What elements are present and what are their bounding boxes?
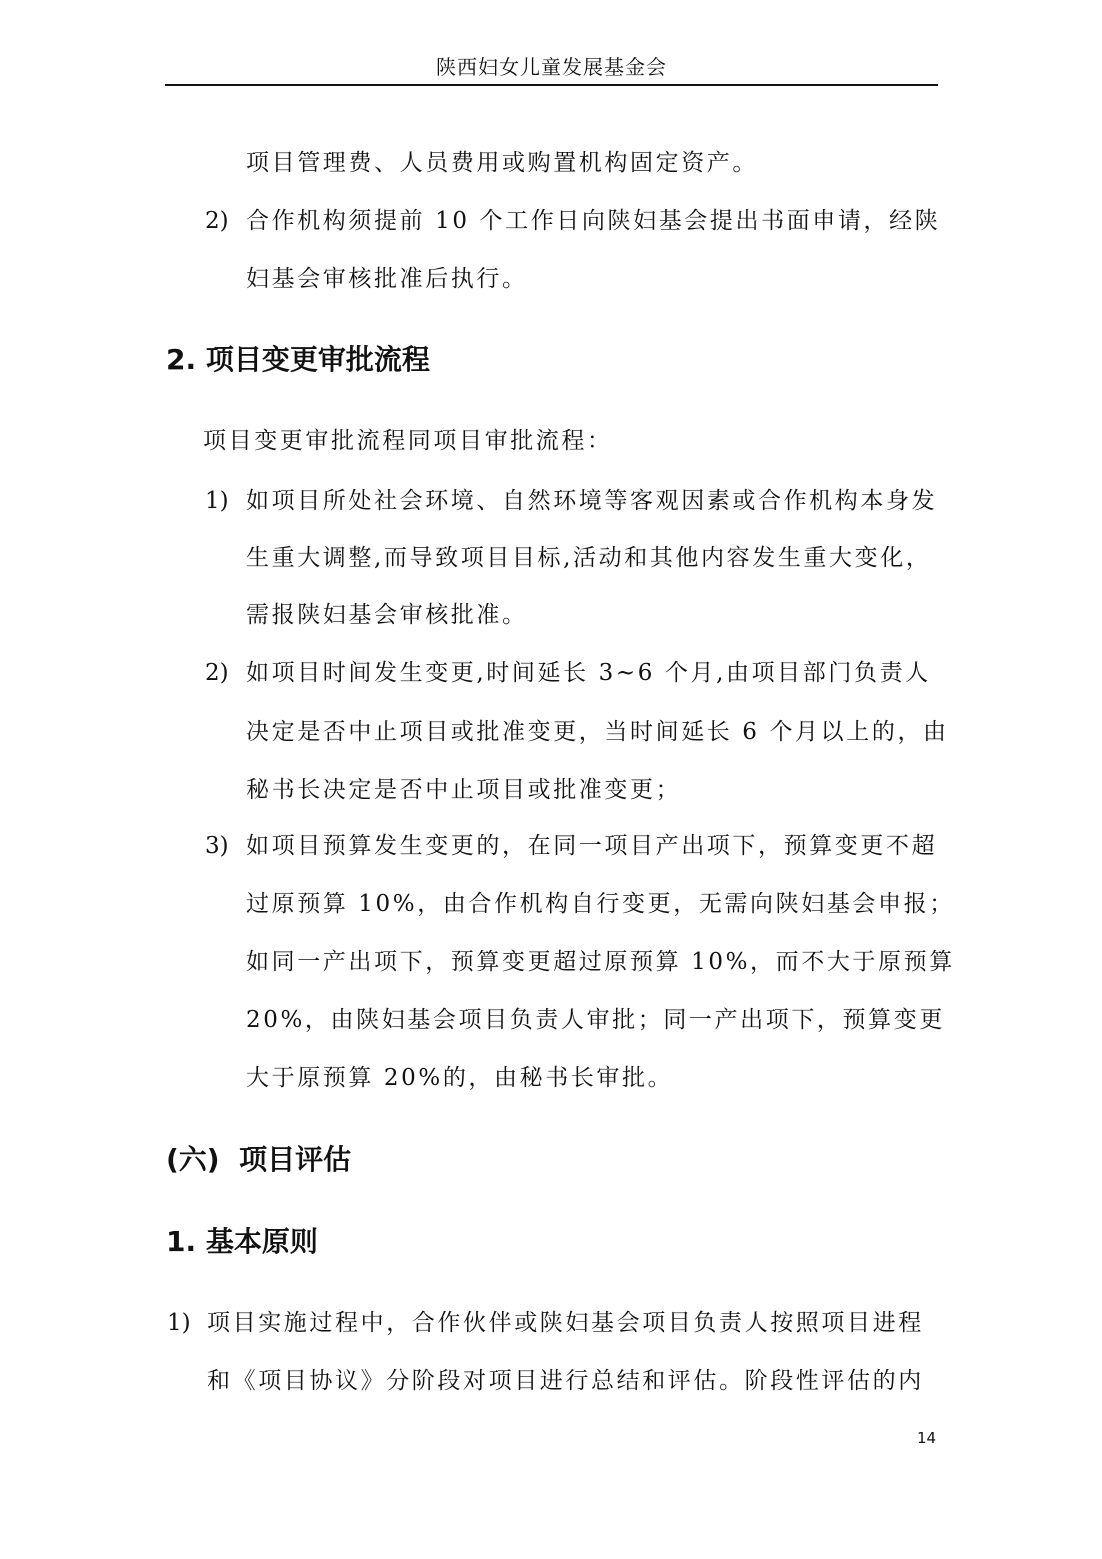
list-item-number: 3): [205, 833, 229, 859]
list-item-line: 需报陕妇基会审核批准。: [246, 602, 528, 628]
list-item-line: 如项目预算发生变更的，在同一项目产出项下，预算变更不超: [246, 833, 938, 859]
list-item-number: 2): [205, 660, 229, 686]
list-item-line: 妇基会审核批准后执行。: [246, 266, 528, 292]
paragraph-line: 项目管理费、人员费用或购置机构固定资产。: [246, 150, 758, 176]
header-divider: [165, 84, 938, 86]
page-number: 14: [917, 1429, 937, 1447]
list-item-line: 和《项目协议》分阶段对项目进行总结和评估。阶段性评估的内: [207, 1368, 924, 1394]
page-header-title: 陕西妇女儿童发展基金会: [436, 55, 667, 79]
list-item-line: 项目实施过程中，合作伙伴或陕妇基会项目负责人按照项目进程: [207, 1310, 924, 1336]
list-item-number: 1): [167, 1310, 191, 1336]
paragraph-line: 项目变更审批流程同项目审批流程：: [203, 428, 613, 454]
list-item-line: 如项目时间发生变更,时间延长 3~6 个月,由项目部门负责人: [246, 660, 931, 686]
section-heading: 2. 项目变更审批流程: [166, 343, 430, 376]
list-item-line: 过原预算 10%，由合作机构自行变更，无需向陕妇基会申报；: [246, 891, 955, 917]
list-item-line: 20%，由陕妇基会项目负责人审批；同一产出项下，预算变更: [246, 1007, 945, 1033]
list-item-line: 秘书长决定是否中止项目或批准变更；: [246, 777, 682, 803]
list-item-line: 如同一产出项下，预算变更超过原预算 10%，而不大于原预算: [246, 949, 955, 975]
list-item-line: 合作机构须提前 10 个工作日向陕妇基会提出书面申请，经陕: [246, 208, 941, 234]
list-item-line: 生重大调整,而导致项目目标,活动和其他内容发生重大变化，: [246, 545, 932, 571]
list-item-number: 2): [205, 208, 229, 234]
list-item-line: 大于原预算 20%的，由秘书长审批。: [246, 1065, 674, 1091]
section-heading: 1. 基本原则: [166, 1225, 318, 1258]
list-item-line: 如项目所处社会环境、自然环境等客观因素或合作机构本身发: [246, 488, 938, 514]
list-item-number: 1): [205, 488, 229, 514]
list-item-line: 决定是否中止项目或批准变更，当时间延长 6 个月以上的，由: [246, 719, 949, 745]
section-heading: (六) 项目评估: [166, 1143, 352, 1176]
